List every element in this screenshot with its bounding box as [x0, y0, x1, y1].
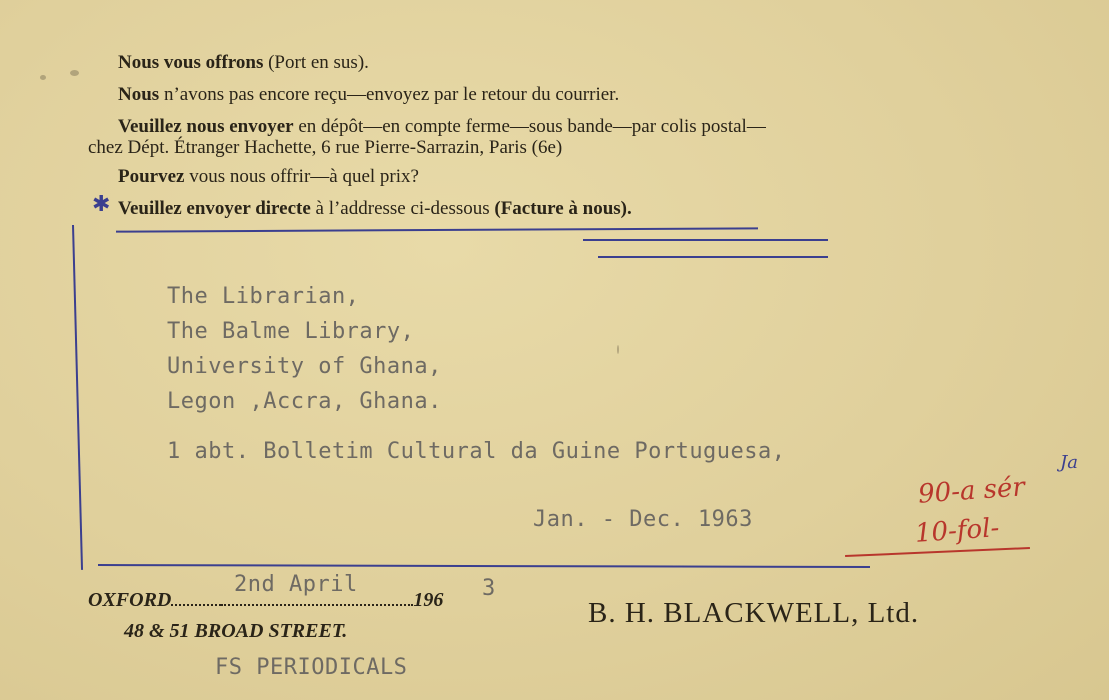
option-send: Veuillez nous envoyer en dépôt—en compte ferme—sous bande—par colis postal— — [118, 116, 766, 137]
ink-underline — [583, 239, 828, 241]
option-not-received: Nous n’avons pas encore reçu—envoyez par le retour du courrier. — [118, 84, 620, 105]
ink-underline — [116, 227, 758, 232]
footer-place-date: OXFORD 196 — [88, 589, 444, 611]
option-send-address: chez Dépt. Étranger Hachette, 6 rue Pierre-Sarrazin, Paris (6e) — [88, 137, 563, 158]
ink-frame-bottom — [98, 564, 870, 568]
option-quote: Pourvez vous nous offrir—à quel prix? — [118, 166, 419, 187]
stain — [70, 70, 79, 76]
handwritten-note: 90-a sér — [917, 472, 1026, 510]
asterisk-mark-icon: ✱ — [92, 192, 111, 217]
address-line: Legon ,Accra, Ghana. — [167, 389, 442, 414]
order-item: 1 abt. Bolletim Cultural da Guine Portuguesa, — [167, 439, 786, 464]
ink-underline — [598, 256, 828, 258]
ink-frame-left — [72, 225, 83, 570]
stain — [617, 345, 619, 354]
stain — [40, 75, 46, 80]
option-send-direct: Veuillez envoyer directe à l’addresse ci-dessous (Facture à nous). — [118, 198, 632, 219]
order-period: Jan. - Dec. 1963 — [533, 507, 753, 532]
footer-department: FS PERIODICALS — [215, 655, 408, 680]
red-underline — [845, 547, 1030, 557]
footer-street: 48 & 51 BROAD STREET. — [124, 620, 348, 642]
address-line: The Balme Library, — [167, 319, 415, 344]
address-line: University of Ghana, — [167, 354, 442, 379]
address-line: The Librarian, — [167, 284, 360, 309]
footer-year-digit: 3 — [482, 576, 496, 601]
option-offer: Nous vous offrons (Port en sus). — [118, 52, 369, 73]
handwritten-note: 10-fol- — [914, 513, 1001, 549]
firm-name: B. H. BLACKWELL, Ltd. — [588, 597, 920, 629]
ink-mark-icon: Ja — [1060, 452, 1078, 473]
footer-date: 2nd April — [234, 572, 358, 597]
